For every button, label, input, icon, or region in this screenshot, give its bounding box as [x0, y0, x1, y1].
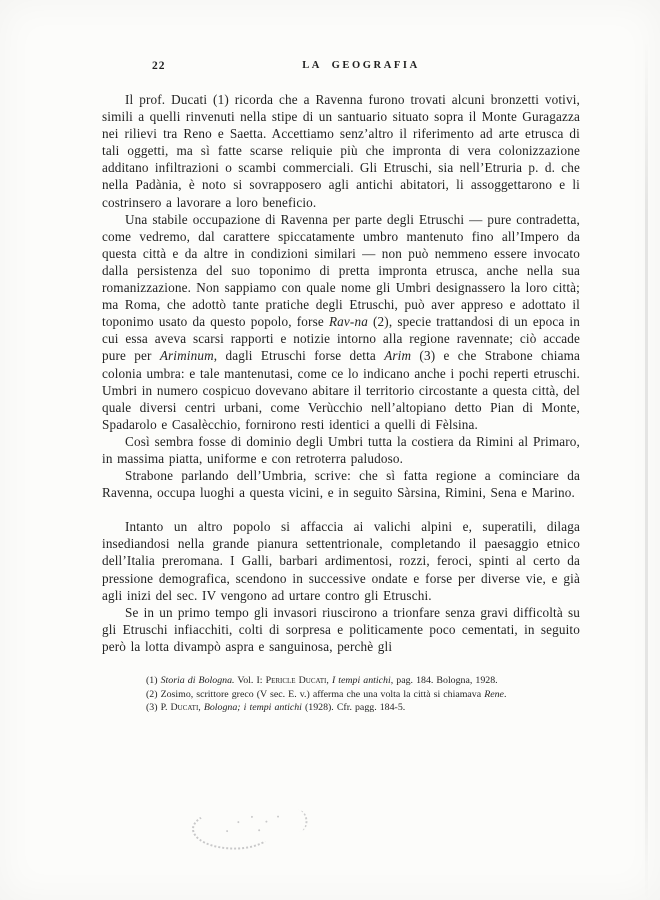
- text-segment: , pag. 184. Bologna, 1928.: [390, 675, 498, 686]
- footnote: [102, 674, 580, 688]
- paragraph: [102, 91, 580, 211]
- text-segment: Vol. I:: [234, 675, 266, 686]
- paragraph: [102, 467, 580, 501]
- text-segment: Bologna; i tempi antichi: [203, 702, 302, 714]
- text-segment: Strabone parlando dell’Umbria, scrive: che sì fatta regione a cominciare da Ravenna, occupa luoghi a questa vicini, e in seguito Sàrsina, Rimini, Sena e Marino.: [102, 468, 580, 501]
- text-segment: Rav-na: [328, 314, 368, 330]
- text-segment: ,: [326, 675, 332, 686]
- footnotes: [102, 674, 580, 715]
- text-segment: .: [503, 688, 507, 700]
- text-segment: (1): [146, 675, 161, 686]
- stamp-arc-icon: [192, 809, 275, 850]
- text-segment: Intanto un altro popolo si affaccia ai valichi alpini e, superatili, dilaga insediandosi nella grande pianura settentrionale, completando il paesaggio etnico dell’Italia preromana. I Galli, barbari ardimentosi, rozzi, feroci, spinti al certo da pressione demografica, scendono in successive ondate e forse per diverse vie, e già agli inizi del sec. IV vengono ad urtare contro gli Etruschi.: [102, 519, 580, 603]
- text-segment: Arim: [384, 348, 412, 364]
- text-segment: (2), specie trattandosi di un epoca in cui essa aveva scarsi rapporti e notizie intorno alla regione ravennate; ciò accade pure per: [102, 314, 580, 364]
- running-title: LA GEOGRAFIA: [302, 60, 420, 71]
- text-segment: I tempi antichi: [331, 675, 391, 686]
- text-segment: Pericle Ducati: [265, 675, 327, 686]
- scan-artifact-right-edge: [645, 40, 648, 900]
- page-header: [102, 60, 580, 78]
- text-segment: Rene: [484, 688, 504, 700]
- text-segment: Ducati: [170, 702, 199, 714]
- footnote: [102, 701, 580, 715]
- body-text: [102, 91, 580, 655]
- paragraph: [102, 604, 580, 655]
- text-segment: Il prof. Ducati (1) ricorda che a Ravenna furono trovati alcuni bronzetti votivi, simili a quelli rinvenuti nella stipe di un santuario situato sopra il Monte Guragazza nei rilievi tra Reno e Saetta. Accettiamo senz’altro il riferimento ad arte etrusca di tali oggetti, ma sì fatte scarse reliquie più che impronta di vera colonizzazione additano infiltrazioni o scambi commerciali. Gli Etruschi, sia nell’Etruria p. d. che nella Padània, è noto si sovrapposero agli antichi abitatori, li assoggettarono e li costrinsero a lavorare a loro beneficio.: [102, 92, 580, 210]
- text-segment: (3) P.: [146, 702, 171, 714]
- page-number: 22: [152, 60, 166, 72]
- text-segment: Storia di Bologna.: [160, 675, 235, 686]
- text-segment: (3) e che Strabone chiama colonia umbra: e tale mantenutasi, come ce lo indicano anche i pochi reperti etruschi. Umbri in numero cospicuo dovevano abitare il territorio circostante a questa città, del quale diversi centri urbani, come Verùcchio nell’altopiano detto Pian di Monte, Spadarolo e Casalècchio, fornirono resti identici a quelli di Fèlsina.: [102, 348, 581, 432]
- text-segment: Una stabile occupazione di Ravenna per parte degli Etruschi — pure contradetta, come vedremo, dal carattere spiccatamente umbro mantenuto fino all’Impero da questa città e da altre in condizioni similari — non può nemmeno essere invocato dalla persistenza del suo toponimo di pretta impronta etrusca, anche nella sua romanizzazione. Non sappiamo con quale nome gli Umbri designassero la loro città; ma Roma, che adottò tante pratiche degli Etruschi, può aver appreso e adottato il toponimo usato da questo popolo, forse: [102, 211, 580, 330]
- text-segment: (2) Zosimo, scrittore greco (V sec. E. v.) afferma che una volta la città si chiamava: [146, 688, 485, 700]
- text-segment: , dagli Etruschi forse detta: [213, 348, 385, 364]
- paragraph: [102, 211, 580, 433]
- text-segment: (1928). Cfr. pagg. 184-5.: [301, 702, 406, 714]
- library-stamp: [184, 800, 318, 857]
- text-segment: Ariminum: [159, 348, 214, 364]
- text-segment: Così sembra fosse di dominio degli Umbri tutta la costiera da Rimini al Primaro, in massima piatta, uniforme e con retroterra paludoso.: [102, 433, 580, 466]
- text-segment: Se in un primo tempo gli invasori riuscirono a trionfare senza gravi difficoltà su gli Etruschi infiacchiti, colti di sorpresa e politicamente poco cementati, in seguito però la lotta divampò aspra e sanguinosa, perchè gli: [102, 604, 580, 654]
- paragraph: [102, 518, 580, 603]
- footnote: [102, 688, 580, 702]
- text-segment: ,: [198, 702, 204, 714]
- stamp-arc-icon: [289, 809, 309, 832]
- paragraph: [102, 433, 580, 467]
- page-content: [102, 60, 580, 715]
